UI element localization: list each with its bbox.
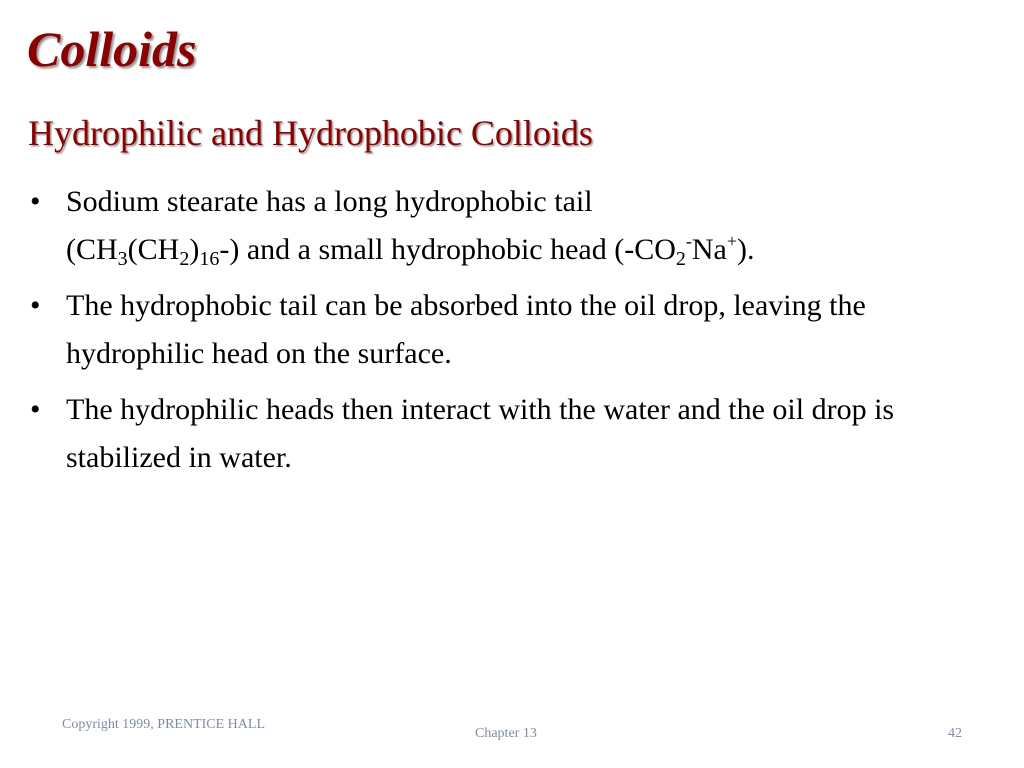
slide-title: Colloids bbox=[27, 21, 197, 77]
bullet-list bbox=[28, 178, 998, 490]
bullet-text: The hydrophilic heads then interact with the water and the oil drop is stabilized in water. bbox=[66, 393, 895, 474]
bullet-item bbox=[28, 386, 998, 482]
slide-subtitle: Hydrophilic and Hydrophobic Colloids bbox=[28, 113, 593, 153]
bullet-dot: • bbox=[30, 185, 41, 218]
footer-chapter: Chapter 13 bbox=[475, 726, 537, 741]
bullet-item bbox=[28, 282, 998, 378]
bullet-text: The hydrophobic tail can be absorbed into the oil drop, leaving the hydrophilic head on the surface. bbox=[66, 289, 866, 370]
bullet-item bbox=[28, 178, 998, 274]
formula-text: $(CH_3(CH_2)_{16}-)$ and a small hydrophobic head $(-CO_2^-Na^+)$. bbox=[66, 231, 755, 270]
footer-page-number: 42 bbox=[948, 726, 962, 741]
bullet-dot: • bbox=[30, 289, 41, 322]
footer-copyright: Copyright 1999, PRENTICE HALL bbox=[62, 717, 265, 732]
bullet-text: Sodium stearate has a long hydrophobic tail bbox=[66, 185, 593, 218]
bullet-dot: • bbox=[30, 393, 41, 426]
